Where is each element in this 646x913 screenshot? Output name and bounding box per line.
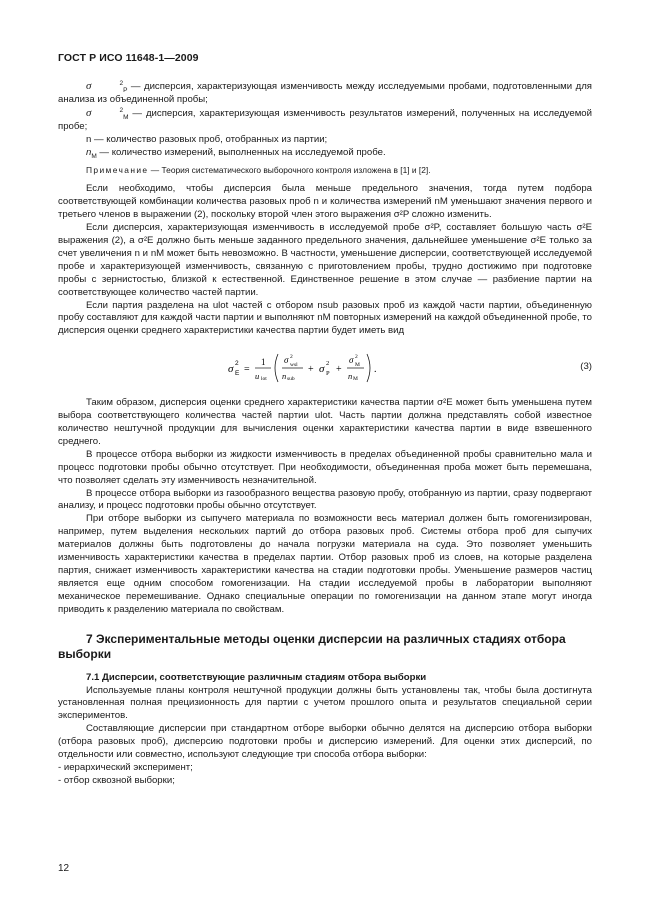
svg-text:2: 2 [235,360,239,368]
svg-text:u: u [255,371,260,382]
paragraph: Если необходимо, чтобы дисперсия была меньше предельного значения, тогда путем подбора соответствующей комбинации количества разовых проб n и количества измерений nM уменьшают значения первого и третьего членов в выражении (2), поскольку второй член этого выражения σ²P сложно изменить. [58,183,592,221]
svg-text:+: + [336,364,342,376]
formula-graphic [58,348,592,388]
paragraph: Используемые планы контроля нештучной продукции должны быть установлены так, чтобы была достигнута установленная полная прецизионность для партии с учетом прошлого опыта и результатов специальной серии экспериментов. [58,684,592,722]
svg-text:1: 1 [261,357,266,368]
definition-sigma-m: σ $^2_M$ — дисперсия, характеризующая изменчивость результатов измерений, полученных на исследуемой пробе; [58,106,592,132]
svg-text:2: 2 [290,354,293,361]
svg-text:n: n [348,371,353,382]
paragraph: Таким образом, дисперсия оценки среднего характеристики качества партии σ²E может быть уменьшена путем выбора соответствующего количества частей партии ulot. Часть партии должна представлять собой известное количество нештучной продукции для вычисления оценки характеристики качества партии в виде взвешенного среднего. [58,397,592,447]
svg-text:=: = [244,364,250,376]
section-title: 7 Экспериментальные методы оценки дисперсии на различных стадиях отбора выборки [58,631,566,661]
subsection-title: 7.1 Дисперсии, соответствующие различным стадиям отбора выборки [86,671,427,683]
list-item: - иерархический эксперимент; [58,761,193,773]
equation-number: (3) [580,361,592,373]
definition-nm: $n_M$ — количество измерений, выполненных на исследуемой пробе. [86,146,386,160]
paragraph: Если дисперсия, характеризующая изменчивость в исследуемой пробе σ²P, составляет большую часть σ²E выражения (2), а σ²E должно быть меньше заданного предельного значения, дальнейшее уменьшение σ²E только за счет увеличения n и nM может быть невозможно. В частности, уменьшение дисперсии, соответствующей исследуемой пробе и характеризующей изменчивость, связанную с приготовлением пробы, трудно достижимо при подготовке пробы с зернистостью, близкой к естественной. Единственное решение в этом случае — разбиение партии на соответствующее количество частей партии. [58,222,592,298]
svg-text:wsl: wsl [290,362,298,369]
svg-text:σ: σ [228,363,234,376]
svg-text:σ: σ [284,355,289,366]
definition-n: n — количество разовых проб, отобранных из партии; [86,133,328,145]
svg-text:σ: σ [349,355,354,366]
svg-text:lot: lot [261,376,267,383]
definition-sigma-p: σ $^2_P$ — дисперсия, характеризующая изменчивость между исследуемыми пробами, подготовленными для анализа из объединенной пробы; [58,79,592,105]
formula-3 [58,348,592,388]
svg-text:sub: sub [287,376,295,383]
list-item: - отбор сквозной выборки; [58,774,175,786]
body-text [58,80,592,788]
paragraph: В процессе отбора выборки из жидкости изменчивость в пределах объединенной пробы сравнительно мала и процесс подготовки пробы обычно отсутствует. При необходимости, объединенная проба может быть перемешана, что позволяет сделать эту изменчивость незначительной. [58,448,592,486]
paragraph: В процессе отбора выборки из газообразного вещества разовую пробу, отобранную из партии, сразу подвергают анализу, и процесс подготовки пробы обычно отсутствует. [58,487,592,512]
note: Примечание — Теория систематического выборочного контроля изложена в [1] и [2]. [86,165,431,176]
svg-text:M: M [353,376,358,383]
page-header: ГОСТ Р ИСО 11648-1—2009 [58,52,199,64]
svg-text:2: 2 [326,360,330,368]
svg-text:.: . [374,364,377,376]
svg-text:M: M [355,362,360,369]
svg-text:2: 2 [355,354,358,361]
paragraph: При отборе выборки из сыпучего материала по возможности весь материал должен быть гомогенизирован, например, путем выделения нескольких партий до отбора разовых проб. Системы отбора проб для сыпучих материалов должны быть подготовлены до начала погрузки материала на суда. Это позволяет уменьшить изменчивость характеристики качества в пределах партии. Отбор разовых проб из слоев, на которые разделена партия, снижает изменчивость характеристики качества на стадии подготовки пробы. Уменьшение размеров частиц является еще одним способом гомогенизации. На стадии исследуемой пробы в лаборатории выполняют механическое перемешивание. Однако специальные операции по гомогенизации на данном этапе могут иногда приводить к разделению материала по свойствам. [58,513,592,615]
svg-text:E: E [235,370,240,378]
paragraph: Если партия разделена на ulot частей с отбором nsub разовых проб из каждой части партии, объединенную пробу составляют для каждой части партии и выполняют nM повторных измерений на каждой объединенной пробе, то дисперсия оценки среднего характеристики качества партии будет иметь вид [58,299,592,337]
svg-text:+: + [308,364,314,376]
svg-text:n: n [282,371,287,382]
svg-text:P: P [326,370,330,378]
svg-text:σ: σ [319,363,325,376]
page-number: 12 [58,863,70,874]
paragraph: Составляющие дисперсии при стандартном отборе выборки обычно делятся на дисперсию отбора выборки (отбора разовых проб), дисперсию подготовки пробы и дисперсию измерений. Для оценки этих дисперсий, по отдельности или совместно, используют следующие три способа отбора выборки: [58,723,592,761]
